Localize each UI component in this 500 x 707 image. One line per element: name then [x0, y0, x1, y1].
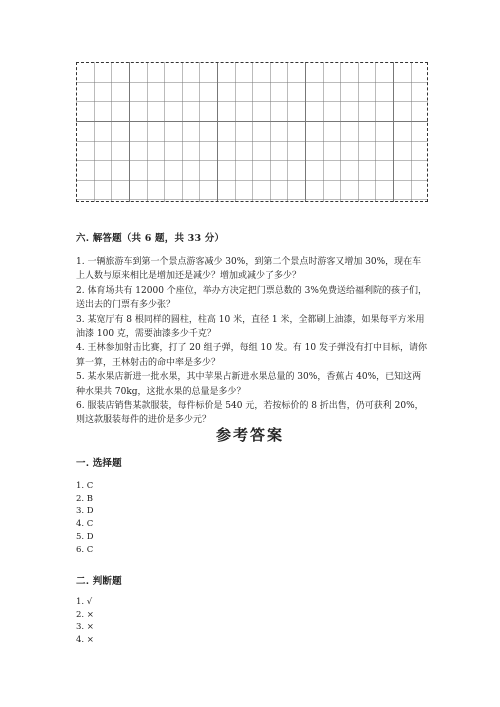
problem-list [76, 255, 428, 428]
problem-4: 4. 王林参加射击比赛，打了 20 组子弹，每组 10 发。有 10 发子弹没有打中目标，请你算一算，王林射击的命中率是多少？ [76, 343, 427, 368]
choice-answer: 5. D [76, 531, 94, 542]
choice-answer-list [76, 480, 94, 556]
choice-answer: 2. B [76, 493, 94, 504]
problem-6: 6. 服装店销售某款服装，每件标价是 540 元，若按标价的 8 折出售，仍可获利 20%，则这款服装每件的进价是多少元？ [76, 401, 424, 426]
judge-answer: 1. √ [76, 597, 93, 607]
judge-section-title: 二. 判断题 [76, 576, 122, 587]
judge-answer: 4. × [76, 635, 94, 646]
writing-grid [76, 62, 428, 202]
choice-answer: 1. C [76, 481, 94, 491]
problem-3: 3. 某宽厅有 8 根同样的圆柱，柱高 10 米，直径 1 米，全都刷上油漆，如果每平方米用油漆 100 克，需要油漆多少千克？ [76, 314, 425, 340]
section-6-title: 六. 解答题（共 6 题，共 33 分） [76, 233, 225, 244]
answer-key-title: 参考答案 [215, 426, 284, 444]
problem-1: 1. 一辆旅游车到第一个景点游客减少 30%，到第二个景点时游客又增加 30%，现在车上人数与原来相比是增加还是减少？增加或减少了多少？ [76, 257, 422, 282]
choice-answer: 6. C [76, 544, 94, 555]
problem-5: 5. 某水果店新进一批水果，其中苹果占新进水果总量的 30%，香蕉占 40%，已知这两种水果共 70kg，这批水果的总量是多少？ [76, 372, 422, 397]
choice-answer: 4. C [76, 519, 94, 530]
judge-answer: 2. × [76, 609, 94, 620]
judge-answer: 3. × [76, 622, 94, 633]
choice-section-title: 一. 选择题 [76, 458, 122, 469]
judge-answer-list [76, 596, 94, 647]
problem-2: 2. 体育场共有 12000 个座位，举办方决定把门票总数的 3%免费送给福利院的孩子们，送出去的门票有多少张？ [76, 285, 427, 311]
choice-answer: 3. D [76, 506, 94, 517]
